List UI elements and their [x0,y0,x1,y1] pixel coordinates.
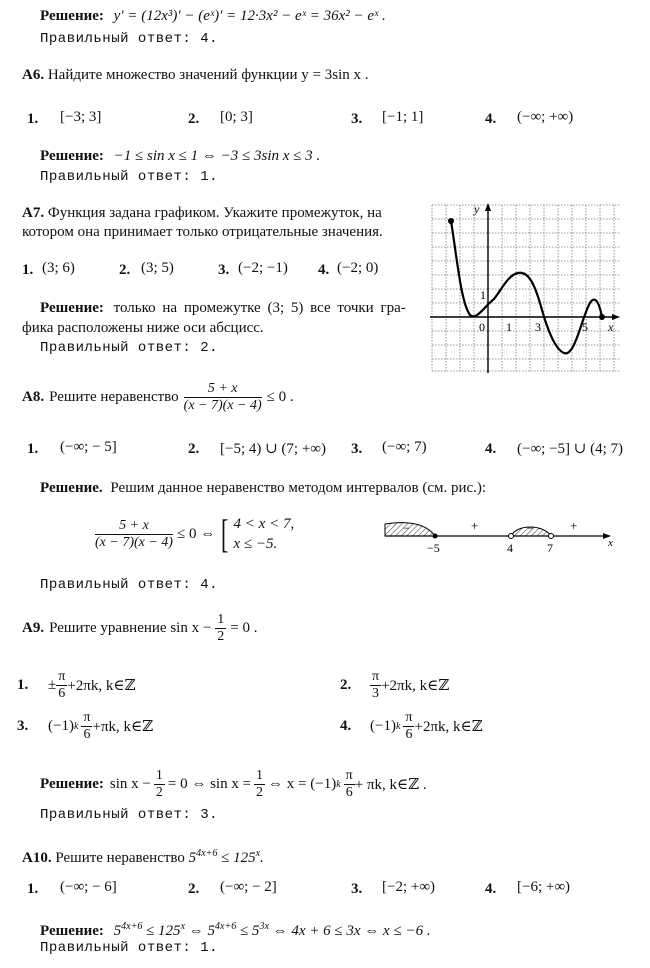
answer: Правильный ответ: 3. [40,807,219,823]
option-text[interactable] [370,705,483,747]
option-text[interactable]: [−5; 4) ∪ (7; +∞) [220,441,326,457]
option-num: 1. [27,881,39,897]
option-num: 3. [351,111,363,127]
fraction [95,518,173,551]
denominator: (x − 7)(x − 4) [183,397,262,413]
solution-label: Решение: [40,923,104,939]
solution-label: Решение: [40,775,104,792]
option-num: 2. [119,262,131,278]
fraction [344,768,355,801]
top-solution [40,8,386,25]
option-num: 1. [22,262,34,278]
function-graph [430,203,622,373]
point-label: 7 [547,541,553,555]
endpoint-dot [599,314,605,320]
superscript: k [395,720,401,732]
solution [40,763,427,805]
equiv-text: ≤ 0 ⇔ [176,525,216,542]
open-point [549,534,554,539]
numerator: 5 + x [184,381,262,398]
x-label: x [608,320,614,334]
denominator: 2 [217,628,225,644]
option-text[interactable]: (−∞; − 6] [60,879,117,895]
system-line: 4 < x < 7, [233,516,295,532]
option-part: (−1) [370,717,396,734]
option-text[interactable] [48,705,153,747]
question-text: котором она принимает только отрицательные значения. [22,224,383,240]
option-num: 4. [485,881,497,897]
numerator: π [58,668,66,684]
endpoint-dot [448,218,454,224]
option-part: +πk, k∈ℤ [92,718,154,735]
solution-text: Решим данное неравенство методом интервалов (см. рис.): [110,480,487,496]
axis-label: x [608,537,613,549]
denominator: 6 [58,685,66,701]
question-text: Найдите множество значений функции y = 3sin x . [47,67,369,83]
solution-part: + πk, k∈ℤ . [354,776,427,793]
denominator: (x − 7)(x − 4) [95,534,173,550]
option-num: 3. [218,262,230,278]
question-text: ≤ 0 . [266,388,294,405]
option-text[interactable]: (−∞; 7) [382,439,427,455]
superscript: k [336,778,341,790]
question-a9 [22,608,258,648]
numerator: π [83,709,91,725]
question-label: А8. [22,388,45,405]
numerator: 1 [256,767,264,783]
question-text: Решите неравенство [55,850,185,866]
denominator: 3 [372,685,380,701]
answer: Правильный ответ: 1. [40,169,219,185]
option-num: 4. [485,111,497,127]
answer: Правильный ответ: 1. [40,940,219,956]
point-label: 4 [507,541,513,555]
system-line: x ≤ −5. [233,536,278,552]
fraction [403,710,414,743]
tick-label: 3 [535,320,541,334]
solution-label: Решение: [40,300,104,316]
option-num: 4. [318,262,330,278]
option-num: 2. [188,441,200,457]
numerator: 1 [155,767,163,783]
solution-part: ⇔ x = (−1) [268,775,337,792]
question-a6 [22,67,369,84]
fraction [184,381,262,414]
tick-label: 5 [582,320,588,334]
option-part: ± [48,676,57,693]
numerator: 1 [217,611,225,627]
solution-expr: y′ = (12x³)′ − (eˣ)′ = 12·3x² − eˣ = 36x² − eˣ . [113,8,386,24]
option-num: 2. [188,881,200,897]
question-text: Решите уравнение sin x − [49,619,212,636]
question-text: Решите неравенство [49,388,179,405]
question-a8 [22,377,294,417]
answer: Правильный ответ: 2. [40,340,219,356]
solution [40,148,320,165]
interval-number-line [385,512,615,556]
tick-label: 0 [479,320,485,334]
y-axis-arrow [485,203,491,211]
y-label: y [474,202,480,216]
option-text[interactable]: [0; 3] [220,109,253,125]
numerator: 5 + x [95,518,173,535]
solution [40,300,406,317]
system-lines [234,514,295,554]
option-text[interactable]: (3; 5) [141,260,174,276]
question-label: А7. [22,205,45,221]
hatched-region [385,523,435,536]
option-num: 1. [27,111,39,127]
solution-expr: −1 ≤ sin x ≤ 1 ⇔ −3 ≤ 3sin x ≤ 3 . [113,148,321,164]
option-text[interactable]: [−3; 3] [60,109,102,125]
fraction [215,612,226,645]
question-label: А10. [22,850,52,866]
option-num: 2. [340,677,352,693]
option-num: 4. [340,718,352,734]
option-text[interactable]: [−1; 1] [382,109,424,125]
denominator: 2 [256,784,264,800]
question-label: А6. [22,67,45,83]
option-text[interactable]: (−2; 0) [337,260,379,276]
question-label: А9. [22,619,45,636]
option-num: 2. [188,111,200,127]
fraction [81,710,92,743]
solution-part: sin x − [109,775,151,792]
numerator: π [372,668,380,684]
option-part: (−1) [48,717,74,734]
option-num: 1. [27,441,39,457]
denominator: 6 [405,726,413,742]
denominator: 6 [345,784,353,800]
solution [40,921,431,940]
tick-label: 1 [480,288,486,302]
answer: Правильный ответ: 4. [40,577,219,593]
solution-label: Решение: [40,148,104,164]
solution-expr: ⇔ 4x + 6 ≤ 3x ⇔ x ≤ −6 . [272,923,431,939]
option-text[interactable]: [−2; +∞) [382,879,436,895]
superscript: k [73,720,79,732]
sign-label: − [527,521,534,535]
solution-text: фика расположены ниже оси абсцисс. [22,320,264,336]
option-num: 3. [17,718,29,734]
option-num: 1. [17,677,29,693]
open-point [509,534,514,539]
numerator: π [345,767,353,783]
option-text[interactable]: [−6; +∞) [517,879,571,895]
solution-system [95,512,294,556]
system-bracket: [ [221,511,229,556]
option-text[interactable]: (−∞; +∞) [517,109,574,125]
sign-label: + [570,518,578,533]
fraction [154,768,165,801]
option-part: +2πk, k∈ℤ [414,718,483,735]
fraction [254,768,265,801]
numerator: π [405,709,413,725]
question-text: = 0 . [230,619,258,636]
solution-text: только на промежутке (3; 5) все точки гра- [113,300,406,316]
question-text: Функция задана графиком. Укажите промежуток, на [47,205,382,221]
denominator: 2 [155,784,163,800]
question-a10 [22,848,264,867]
solution-expr: $5^{4x+6} \le 125^x$ ⇔ $5^{4x+6} \le 5^{3x}$ [113,921,269,939]
option-text[interactable] [370,664,449,706]
option-text[interactable]: (−∞; − 2] [220,879,277,895]
point-label: −5 [427,541,440,555]
question-expr: $5^{4x+6} \le 125^x$. [188,848,264,866]
answer: Правильный ответ: 4. [40,31,219,47]
option-num: 3. [351,441,363,457]
option-text[interactable]: (−∞; − 5] [60,439,117,455]
solution-label: Решение: [40,8,104,24]
question-a7 [22,205,382,222]
option-text[interactable]: (−2; −1) [238,260,288,276]
option-part: +2πk, k∈ℤ [381,677,450,694]
fraction [56,669,67,702]
option-part: +2πk, k∈ℤ [67,677,136,694]
option-num: 3. [351,881,363,897]
sign-label: + [471,518,479,533]
closed-point [433,534,438,539]
tick-label: 1 [506,320,512,334]
denominator: 6 [83,726,91,742]
option-text[interactable]: (3; 6) [42,260,75,276]
option-num: 4. [485,441,497,457]
sign-label: − [403,521,410,535]
solution [40,480,486,497]
solution-label: Решение. [40,480,103,496]
option-text[interactable]: (−∞; −5] ∪ (4; 7) [517,441,623,457]
fraction [370,669,381,702]
option-text[interactable] [48,664,135,706]
solution-part: = 0 ⇔ sin x = [167,775,252,792]
